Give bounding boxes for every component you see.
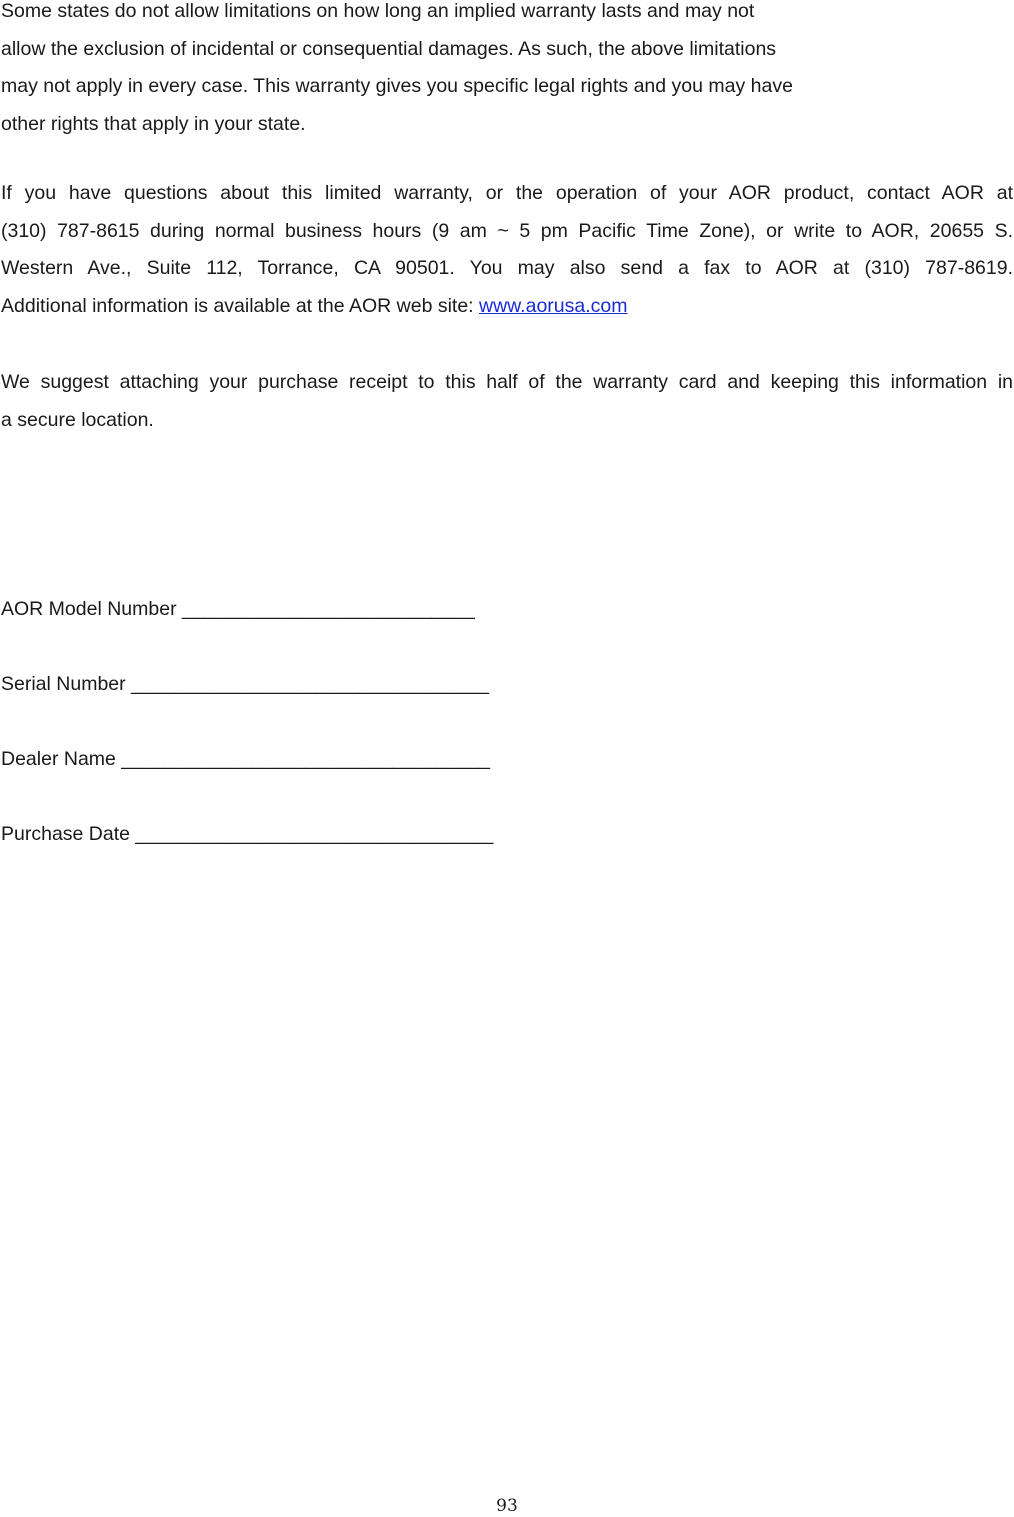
model-number-field: AOR Model Number ___________________________ [1, 598, 475, 620]
website-link[interactable]: www.aorusa.com [479, 294, 628, 317]
serial-number-field: Serial Number _________________________________ [1, 673, 489, 695]
paragraph-line: (310) 787-8615 during normal business hours (9 am ~ 5 pm Pacific Time Zone), or write to AOR, 20655 S. [1, 219, 1013, 242]
paragraph-line: Western Ave., Suite 112, Torrance, CA 90501. You may also send a fax to AOR at (310) 787-8619. [1, 257, 1013, 279]
purchase-date-field: Purchase Date _________________________________ [1, 823, 494, 845]
paragraph-line: We suggest attaching your purchase receipt to this half of the warranty card and keeping this information in [1, 371, 1013, 393]
paragraph-line: Some states do not allow limitations on how long an implied warranty lasts and may not [1, 0, 755, 22]
paragraph-line: If you have questions about this limited warranty, or the operation of your AOR product, contact AOR at [1, 182, 1013, 204]
contact-information-paragraph [1, 175, 1014, 325]
dealer-name-field: Dealer Name __________________________________ [1, 748, 491, 770]
website-label: Additional information is available at the AOR web site: [1, 294, 480, 317]
paragraph-line: a secure location. [1, 408, 154, 431]
warranty-limitations-paragraph [1, 0, 1014, 143]
receipt-suggestion-paragraph [1, 364, 1014, 439]
paragraph-line: other rights that apply in your state. [1, 112, 306, 135]
page-number: 93 [496, 1496, 518, 1516]
paragraph-line [1, 288, 1014, 326]
paragraph-line: may not apply in every case. This warranty gives you specific legal rights and you may have [1, 75, 793, 97]
paragraph-line: allow the exclusion of incidental or consequential damages. As such, the above limitations [1, 37, 777, 60]
